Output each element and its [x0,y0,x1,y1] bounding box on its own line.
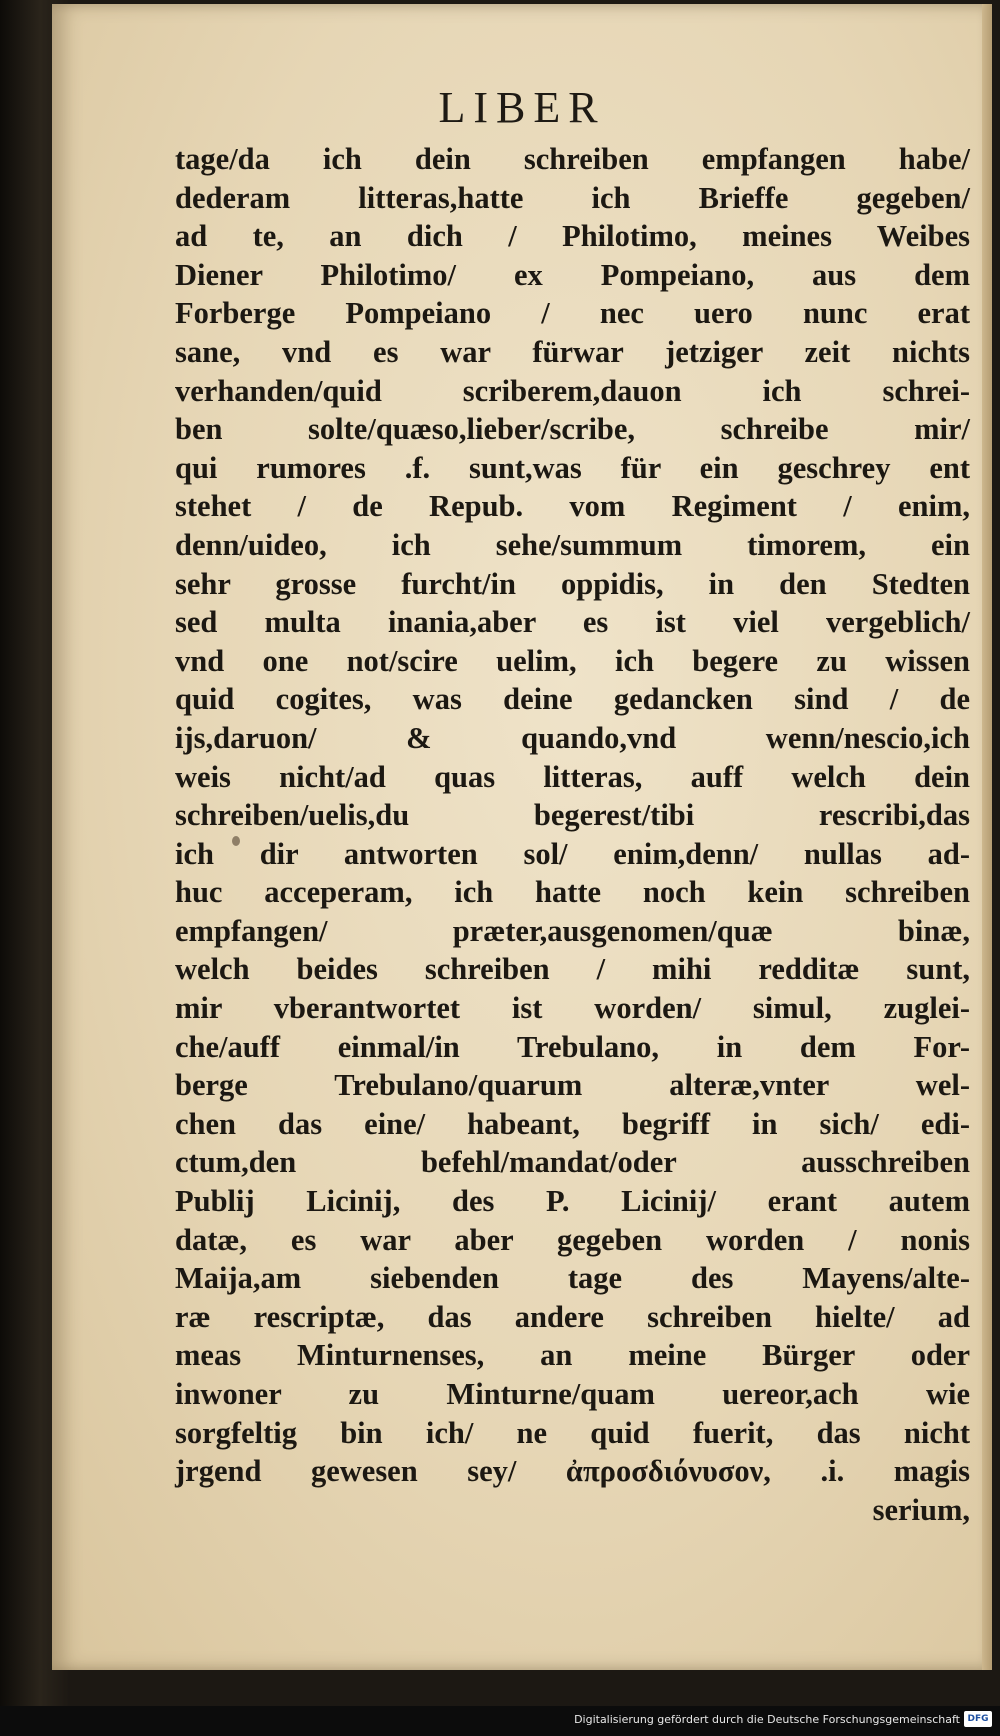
text-line: sorgfeltig bin ich/ ne quid fuerit, das nicht [175,1415,970,1450]
text-line: ben solte/quæso,lieber/scribe, schreibe mir/ [175,412,970,447]
text-line: serium, [872,1492,970,1527]
text-line: quid cogites, was deine gedancken sind / de [175,682,970,717]
text-line: jrgend gewesen sey/ ἀπροσδιόνυσον, .i. magis [175,1454,970,1489]
text-line: empfangen/ præter,ausgenomen/quæ binæ, [175,913,970,948]
dfg-logo: DFG [964,1711,992,1727]
text-line: ad te, an dich / Philotimo, meines Weibes [175,219,970,254]
text-line: ijs,daruon/ & quando,vnd wenn/nescio,ich [175,720,970,755]
text-line: sed multa inania,aber es ist viel vergeblich/ [175,605,970,640]
text-line: ich dir antworten sol/ enim,denn/ nullas ad- [175,836,970,871]
text-line: Diener Philotimo/ ex Pompeiano, aus dem [175,257,970,292]
text-line: ræ rescriptæ, das andere schreiben hielte/ ad [175,1299,970,1334]
text-line: Forberge Pompeiano / nec uero nunc erat [175,296,970,331]
body-text [175,140,970,1529]
text-line: dederam litteras,hatte ich Brieffe gegeben/ [175,180,970,215]
text-line: weis nicht/ad quas litteras, auff welch dein [175,759,970,794]
text-line: stehet / de Repub. vom Regiment / enim, [175,489,970,524]
page-edge [982,4,992,1670]
text-line: schreiben/uelis,du begerest/tibi rescribi,das [175,798,970,833]
text-line: Publij Licinij, des P. Licinij/ erant autem [175,1184,970,1219]
footer-credit: Digitalisierung gefördert durch die Deutsche Forschungsgemeinschaft [574,1713,960,1726]
text-line: ctum,den befehl/mandat/oder ausschreiben [175,1145,970,1180]
text-line: meas Minturnenses, an meine Bürger oder [175,1338,970,1373]
text-line: tage/da ich dein schreiben empfangen habe/ [175,142,970,176]
text-line: verhanden/quid scriberem,dauon ich schrei- [175,373,970,408]
text-line: huc acceperam, ich hatte noch kein schreiben [175,875,970,910]
text-line: datæ, es war aber gegeben worden / nonis [175,1222,970,1257]
text-line: qui rumores .f. sunt,was für ein geschrey ent [175,450,970,485]
running-head: LIBER [438,83,606,132]
text-line: Maija,am siebenden tage des Mayens/alte- [175,1261,970,1296]
text-line: vnd one not/scire uelim, ich begere zu wissen [175,643,970,678]
text-line: denn/uideo, ich sehe/summum timorem, ein [175,527,970,562]
text-line: inwoner zu Minturne/quam uereor,ach wie [175,1377,970,1411]
text-line: chen das eine/ habeant, begriff in sich/ edi- [175,1106,970,1141]
text-line: welch beides schreiben / mihi redditæ sunt, [175,952,970,987]
text-line: sane, vnd es war fürwar jetziger zeit nichts [175,334,970,369]
text-line: sehr grosse furcht/in oppidis, in den Stedten [175,566,970,601]
text-line: mir vberantwortet ist worden/ simul, zuglei- [175,991,970,1026]
text-line: berge Trebulano/quarum alteræ,vnter wel- [175,1068,970,1103]
text-line: che/auff einmal/in Trebulano, in dem For- [175,1029,970,1064]
